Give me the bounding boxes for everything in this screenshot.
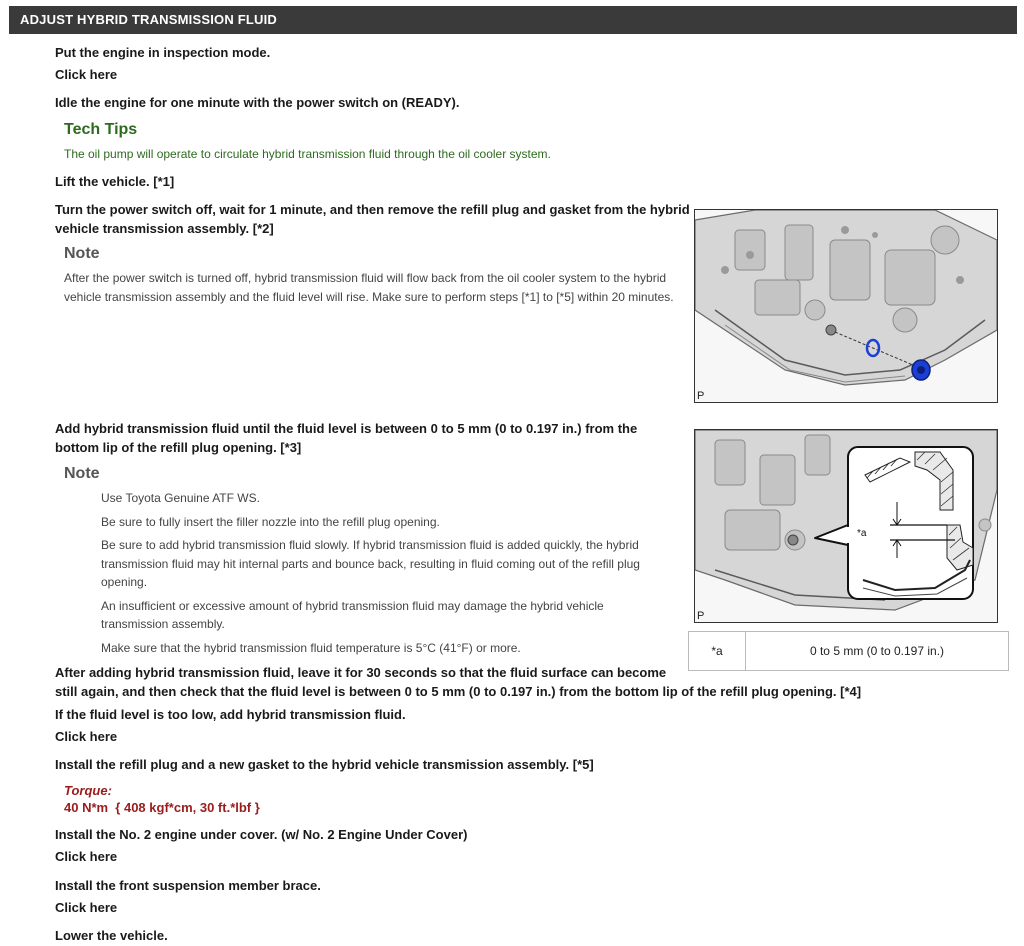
step-check-level bbox=[55, 664, 935, 701]
step-install-brace: Install the front suspension member brace. bbox=[55, 878, 321, 893]
figure-fluid-level bbox=[694, 429, 998, 623]
legend-value: 0 to 5 mm (0 to 0.197 in.) bbox=[746, 632, 1009, 671]
note2-item: Use Toyota Genuine ATF WS. bbox=[101, 491, 260, 505]
note2-item: Make sure that the hybrid transmission fluid temperature is 5°C (41°F) or more. bbox=[101, 640, 521, 655]
step-lift-vehicle: Lift the vehicle. [*1] bbox=[55, 174, 175, 189]
click-here-link-under-cover[interactable]: Click here bbox=[55, 849, 118, 864]
transmission-illustration-2 bbox=[695, 430, 997, 622]
step-add-fluid-line2: bottom lip of the refill plug opening. [*3] bbox=[55, 439, 302, 455]
note2-item: transmission fluid may hit internal parts and bounce back, resulting in fluid coming out of the refill plug bbox=[101, 556, 640, 571]
step-too-low: If the fluid level is too low, add hybrid transmission fluid. bbox=[55, 707, 406, 722]
note2-item: Be sure to add hybrid transmission fluid slowly. If hybrid transmission fluid is added quickly, the hybrid bbox=[101, 538, 639, 552]
note1-text bbox=[64, 269, 694, 306]
click-here-link-add-fluid[interactable]: Click here bbox=[55, 729, 118, 744]
note1-title: Note bbox=[64, 245, 100, 262]
step-add-fluid-line1: Add hybrid transmission fluid until the fluid level is between 0 to 5 mm (0 to 0.197 in.) from the bbox=[55, 421, 638, 436]
note2-title: Note bbox=[64, 465, 100, 482]
click-here-link-inspection[interactable]: Click here bbox=[55, 67, 118, 82]
section-header: ADJUST HYBRID TRANSMISSION FLUID bbox=[9, 6, 1017, 34]
transmission-illustration-1 bbox=[695, 210, 997, 402]
note2-item: Be sure to fully insert the filler nozzle into the refill plug opening. bbox=[101, 514, 440, 529]
step-inspection-mode: Put the engine in inspection mode. bbox=[55, 45, 271, 60]
note2-list bbox=[101, 489, 681, 657]
note1-line2: vehicle transmission assembly and the fluid level will rise. Make sure to perform steps [*1] to [*5] within 20 minutes. bbox=[64, 289, 674, 304]
note2-item: opening. bbox=[101, 575, 148, 589]
step-power-off-line1: Turn the power switch off, wait for 1 minute, and then remove the refill plug and gasket from the hybrid bbox=[55, 202, 690, 217]
step-install-plug: Install the refill plug and a new gasket to the hybrid vehicle transmission assembly. [*5] bbox=[55, 757, 594, 772]
torque-value: 40 N*m { 408 kgf*cm, 30 ft.*lbf } bbox=[64, 800, 260, 815]
figure1-label: P bbox=[697, 390, 705, 402]
legend-key: *a bbox=[689, 632, 746, 671]
figure2-label: P bbox=[697, 610, 705, 622]
tech-tips-title: Tech Tips bbox=[64, 121, 138, 138]
click-here-link-brace[interactable]: Click here bbox=[55, 900, 118, 915]
step-idle-engine: Idle the engine for one minute with the power switch on (READY). bbox=[55, 95, 460, 110]
step-check-level-line1: After adding hybrid transmission fluid, leave it for 30 seconds so that the fluid surface can become bbox=[55, 665, 667, 680]
figure-refill-plug-removal bbox=[694, 209, 998, 403]
tech-tips-text: The oil pump will operate to circulate hybrid transmission fluid through the oil cooler system. bbox=[64, 147, 551, 161]
step-power-off bbox=[55, 201, 695, 238]
note2-item: transmission assembly. bbox=[101, 617, 225, 631]
note2-item: An insufficient or excessive amount of hybrid transmission fluid may damage the hybrid vehicle bbox=[101, 598, 604, 613]
torque-label: Torque: bbox=[64, 783, 112, 798]
note1-line1: After the power switch is turned off, hybrid transmission fluid will flow back from the oil cooler system to the hybrid bbox=[64, 271, 667, 285]
step-check-level-line2: still again, and then check that the fluid level is between 0 to 5 mm (0 to 0.197 in.) from the bottom lip of the refill plug opening. [*4] bbox=[55, 683, 862, 699]
step-power-off-line2: vehicle transmission assembly. [*2] bbox=[55, 220, 274, 236]
callout-a-label: *a bbox=[857, 528, 867, 539]
step-lower-vehicle: Lower the vehicle. bbox=[55, 928, 168, 943]
step-add-fluid bbox=[55, 420, 675, 457]
step-install-under-cover: Install the No. 2 engine under cover. (w/ No. 2 Engine Under Cover) bbox=[55, 827, 468, 842]
